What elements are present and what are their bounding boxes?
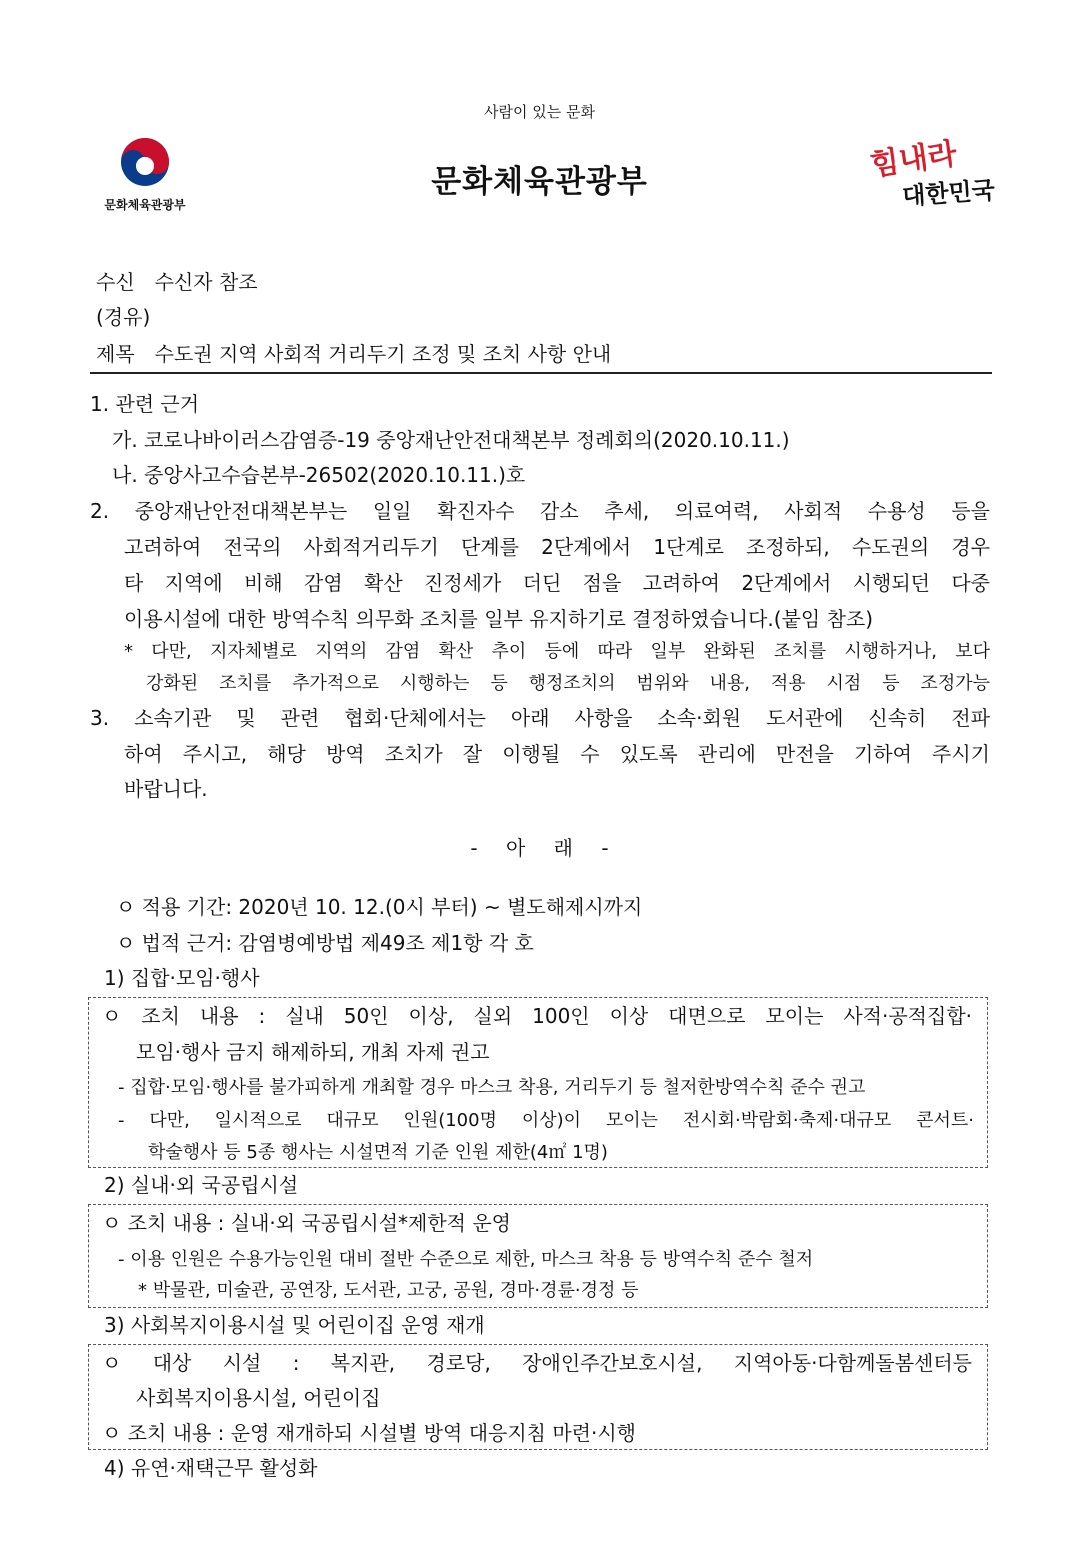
section-2-note-1: * 다만, 지자체별로 지역의 감염 확산 추이 등에 따라 일부 완화된 조치를 시행하거나, 보다 xyxy=(124,641,990,662)
slogan-calligraphy-icon xyxy=(868,130,998,230)
section-2-line-3: 타 지역에 비해 감염 확산 진정세가 더딘 점을 고려하여 2단계에서 시행되던 다중 xyxy=(124,571,990,595)
logo-right-text-2: 대한민국 xyxy=(901,175,996,211)
subject-row xyxy=(96,336,611,372)
item-4-title: 4) 유연·재택근무 활성화 xyxy=(104,1456,318,1480)
section-2-line-1: 2. 중앙재난안전대책본부는 일일 확진자수 감소 추세, 의료여력, 사회적 수용성 등을 xyxy=(90,499,990,523)
item-2-title: 2) 실내·외 국공립시설 xyxy=(104,1173,299,1197)
item-1-bullet-1-cont: 모임·행사 금지 해제하되, 개최 자제 권고 xyxy=(136,1040,490,1064)
section-3-line-3: 바랍니다. xyxy=(124,777,208,801)
section-3-line-1: 3. 소속기관 및 관련 협회·단체에서는 아래 사항을 소속·회원 도서관에 신속히 전파 xyxy=(90,706,990,730)
section-3-line-2: 하여 주시고, 해당 방역 조치가 잘 이행될 수 있도록 관리에 만전을 기하여 주시기 xyxy=(124,742,990,766)
item-1-title: 1) 집합·모임·행사 xyxy=(104,966,260,990)
recipient-label: 수신 xyxy=(96,270,135,294)
section-2-line-4: 이용시설에 대한 방역수칙 의무화 조치를 일부 유지하기로 결정하였습니다.(붙임 참조) xyxy=(124,607,874,631)
section-1-item-a: 가. 코로나바이러스감염증-19 중앙재난안전대책본부 정례회의(2020.10.11.) xyxy=(112,428,790,452)
item-1-detail-1: - 집합·모임·행사를 불가피하게 개최할 경우 마스크 착용, 거리두기 등 철저한방역수칙 준수 권고 xyxy=(118,1077,866,1098)
item-2-bullet-1: ㅇ 조치 내용 : 실내·외 국공립시설*제한적 운영 xyxy=(102,1211,511,1235)
item-3-bullet-1: ㅇ 대상 시설 : 복지관, 경로당, 장애인주간보호시설, 지역아동·다함께돌봄센터등 xyxy=(102,1351,972,1375)
recipient-row xyxy=(96,264,258,300)
section-1-item-b: 나. 중앙사고수습본부-26502(2020.10.11.)호 xyxy=(112,463,526,487)
item-3-bullet-1-cont: 사회복지이용시설, 어린이집 xyxy=(136,1386,381,1410)
logo-right-text-1: 힘내라 xyxy=(868,136,959,184)
item-2-detail-1: - 이용 인원은 수용가능인원 대비 절반 수준으로 제한, 마스크 착용 등 방역수칙 준수 철저 xyxy=(118,1249,814,1270)
subject-divider xyxy=(90,372,992,374)
item-1-bullet-1: ㅇ 조치 내용 : 실내 50인 이상, 실외 100인 이상 대면으로 모이는 사적·공적집합· xyxy=(102,1004,972,1028)
section-1-title: 1. 관련 근거 xyxy=(90,392,200,416)
ministry-title: 문화체육관광부 xyxy=(431,164,648,200)
section-2-note-2: 강화된 조치를 추가적으로 시행하는 등 행정조치의 범위와 내용, 적용 시점 등 조정가능 xyxy=(146,673,990,694)
subject-label: 제목 xyxy=(96,342,135,366)
item-1-detail-2: - 다만, 일시적으로 대규모 인원(100명 이상)이 모이는 전시회·박람회·축제·대규모 콘서트· xyxy=(118,1110,974,1131)
below-heading: - 아 래 - xyxy=(470,836,609,860)
legal-basis: ㅇ 법적 근거: 감염병예방법 제49조 제1항 각 호 xyxy=(116,931,534,955)
recipient-value: 수신자 참조 xyxy=(154,270,258,294)
section-2-line-2: 고려하여 전국의 사회적거리두기 단계를 2단계에서 1단계로 조정하되, 수도권의 경우 xyxy=(124,535,990,559)
slogan-logo xyxy=(868,130,998,230)
item-3-bullet-2: ㅇ 조치 내용 : 운영 재개하되 시설별 방역 대응지침 마련·시행 xyxy=(102,1421,636,1445)
item-3-title: 3) 사회복지이용시설 및 어린이집 운영 재개 xyxy=(104,1313,485,1337)
item-1-detail-2-cont: 학술행사 등 5종 행사는 시설면적 기준 인원 제한(4㎡ 1명) xyxy=(148,1142,608,1163)
item-2-note-1: * 박물관, 미술관, 공연장, 도서관, 고궁, 공원, 경마·경륜·경정 등 xyxy=(138,1280,639,1301)
logo-left-text: 문화체육관광부 xyxy=(104,198,186,212)
slogan: 사람이 있는 문화 xyxy=(484,103,595,121)
application-period: ㅇ 적용 기간: 2020년 10. 12.(0시 부터) ~ 별도해제시까지 xyxy=(116,895,643,919)
via-row: (경유) xyxy=(96,305,151,329)
subject-value: 수도권 지역 사회적 거리두기 조정 및 조치 사항 안내 xyxy=(154,342,612,366)
